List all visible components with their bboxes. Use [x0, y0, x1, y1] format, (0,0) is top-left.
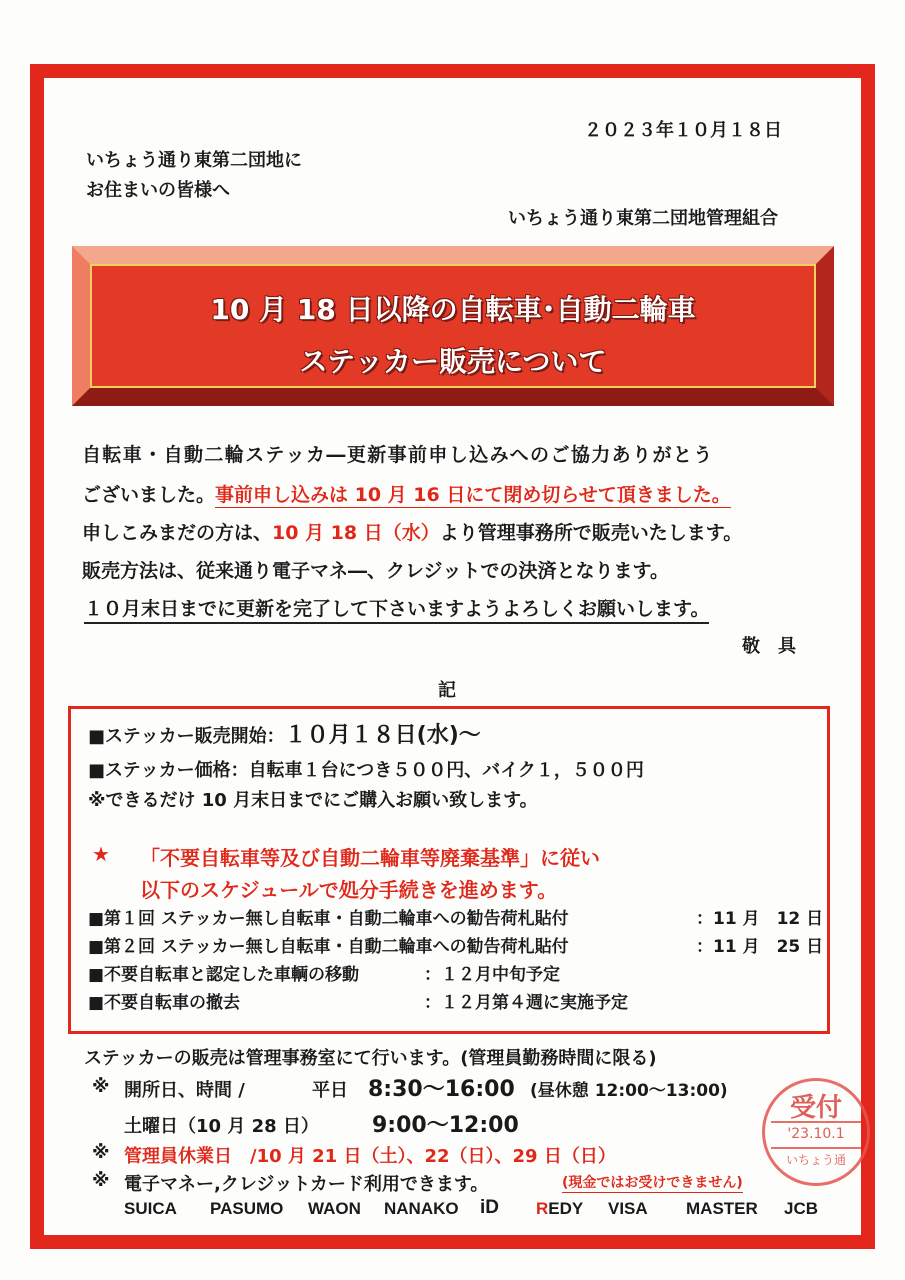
recipient-line-1: いちょう通り東第二団地に — [86, 150, 302, 171]
paragraph-4 — [84, 594, 709, 621]
payment-redy — [536, 1199, 583, 1219]
price-row — [88, 756, 644, 782]
payment-nanako: NANAKO — [384, 1199, 459, 1218]
paragraph-1-line-1: 自転車・自動二輪ステッカ―更新事前申し込みへのご協力ありがとう — [82, 444, 714, 466]
price-label: ■ステッカー価格： — [88, 760, 249, 781]
paragraph-1-thanks: ございました。 — [82, 484, 216, 506]
star-icon: ★ — [92, 842, 110, 866]
sale-start-row — [88, 718, 481, 749]
stamp-org: いちょう通 — [785, 1153, 846, 1167]
preorder-closed-notice: 事前申し込みは 10 月 16 日にて閉め切らせて頂きました。 — [215, 484, 731, 506]
paragraph-2 — [82, 518, 742, 545]
payment-pasumo: PASUMO — [210, 1199, 284, 1218]
closing-keigu: 敬 具 — [742, 636, 796, 657]
schedule-row-4-value: ：１２月第４週に実施予定 — [424, 993, 628, 1013]
weekday-hours: 8:30～16:00 — [368, 1077, 515, 1102]
saturday-label: 土曜日（10 月 28 日） — [124, 1116, 319, 1137]
hours-label: 開所日、時間 / — [124, 1080, 245, 1101]
purchase-note: ※できるだけ 10 月末日までにご購入お願い致します。 — [88, 790, 538, 811]
title-line-1: 10 月 18 日以降の自転車･自動二輪車 — [210, 293, 696, 326]
deadline-request: １０月末日までに更新を完了して下さいますようよろしくお願いします。 — [84, 598, 709, 624]
note-mark-2: ※ — [92, 1142, 110, 1163]
sender-name: いちょう通り東第二団地管理組合 — [508, 208, 778, 229]
stamp-divider-top — [771, 1121, 861, 1123]
price-value: 自転車１台につき５００円、バイク１，５００円 — [248, 760, 644, 781]
saturday-hours: 9:00～12:00 — [372, 1113, 519, 1138]
lunch-break: (昼休憩 12:00～13:00) — [530, 1081, 728, 1101]
sale-start-date-highlight: 10 月 18 日（水） — [272, 522, 440, 544]
schedule-row-1-value: ：11 月 12 日 — [696, 909, 824, 929]
sale-start-label: ■ステッカー販売開始： — [88, 726, 285, 747]
schedule-row-1-label: ■第１回 ステッカー無し自転車・自動二輪車への勧告荷札貼付 — [88, 909, 569, 929]
title-banner-inner — [90, 264, 816, 388]
office-sale-notice: ステッカーの販売は管理事務室にて行います。(管理員勤務時間に限る) — [84, 1048, 657, 1069]
recipient-line-2: お住まいの皆様へ — [86, 180, 230, 201]
schedule-row-4-label: ■不要自転車の撤去 — [88, 993, 241, 1013]
schedule-row-3-value: ：１２月中旬予定 — [424, 965, 560, 985]
redy-rest: EDY — [548, 1199, 584, 1218]
paragraph-2-c: より管理事務所で販売いたします。 — [439, 522, 743, 544]
payment-master: MASTER — [686, 1199, 758, 1218]
stamp-date: '23.10.1 — [787, 1126, 845, 1142]
paragraph-2-a: 申しこみまだの方は、 — [82, 522, 273, 544]
document-date: ２０２３年１０月１８日 — [584, 120, 782, 141]
payment-suica: SUICA — [124, 1199, 177, 1218]
schedule-row-3-label: ■不要自転車と認定した車輌の移動 — [88, 965, 360, 985]
stamp-title: 受付 — [789, 1093, 842, 1123]
title-line-2: ステッカー販売について — [299, 345, 607, 378]
note-mark-1: ※ — [92, 1076, 110, 1097]
payment-id: iD — [480, 1197, 499, 1218]
weekday-label: 平日 — [312, 1080, 348, 1101]
staff-holidays: 管理員休業日 /10 月 21 日（土）、22（日）、29 日（日） — [124, 1146, 616, 1167]
schedule-row-2-label: ■第２回 ステッカー無し自転車・自動二輪車への勧告荷札貼付 — [88, 937, 569, 957]
disposal-notice-line-2: 以下のスケジュールで処分手続きを進めます。 — [140, 878, 558, 902]
stamp-divider-bottom — [771, 1147, 861, 1149]
payment-visa: VISA — [608, 1199, 648, 1218]
no-cash-text: (現金ではお受けできません) — [562, 1175, 743, 1191]
ki-heading: 記 — [438, 680, 456, 701]
emoney-accepted: 電子マネー,クレジットカード利用できます。 — [124, 1174, 489, 1195]
no-cash-notice — [562, 1172, 743, 1192]
note-mark-3: ※ — [92, 1170, 110, 1191]
payment-waon: WAON — [308, 1199, 361, 1218]
disposal-notice-line-1: 「不要自転車等及び自動二輪車等廃棄基準」に従い — [140, 846, 600, 870]
paragraph-3: 販売方法は、従来通り電子マネ―、クレジットでの決済となります。 — [82, 560, 670, 582]
title-banner — [72, 246, 834, 406]
redy-r-letter: R — [536, 1199, 549, 1218]
schedule-row-2-value: ：11 月 25 日 — [696, 937, 824, 957]
payment-jcb: JCB — [784, 1199, 819, 1218]
sale-start-value: １０月１８日(水)～ — [284, 723, 481, 748]
paragraph-1-line-2 — [82, 480, 731, 507]
received-stamp — [762, 1078, 870, 1186]
